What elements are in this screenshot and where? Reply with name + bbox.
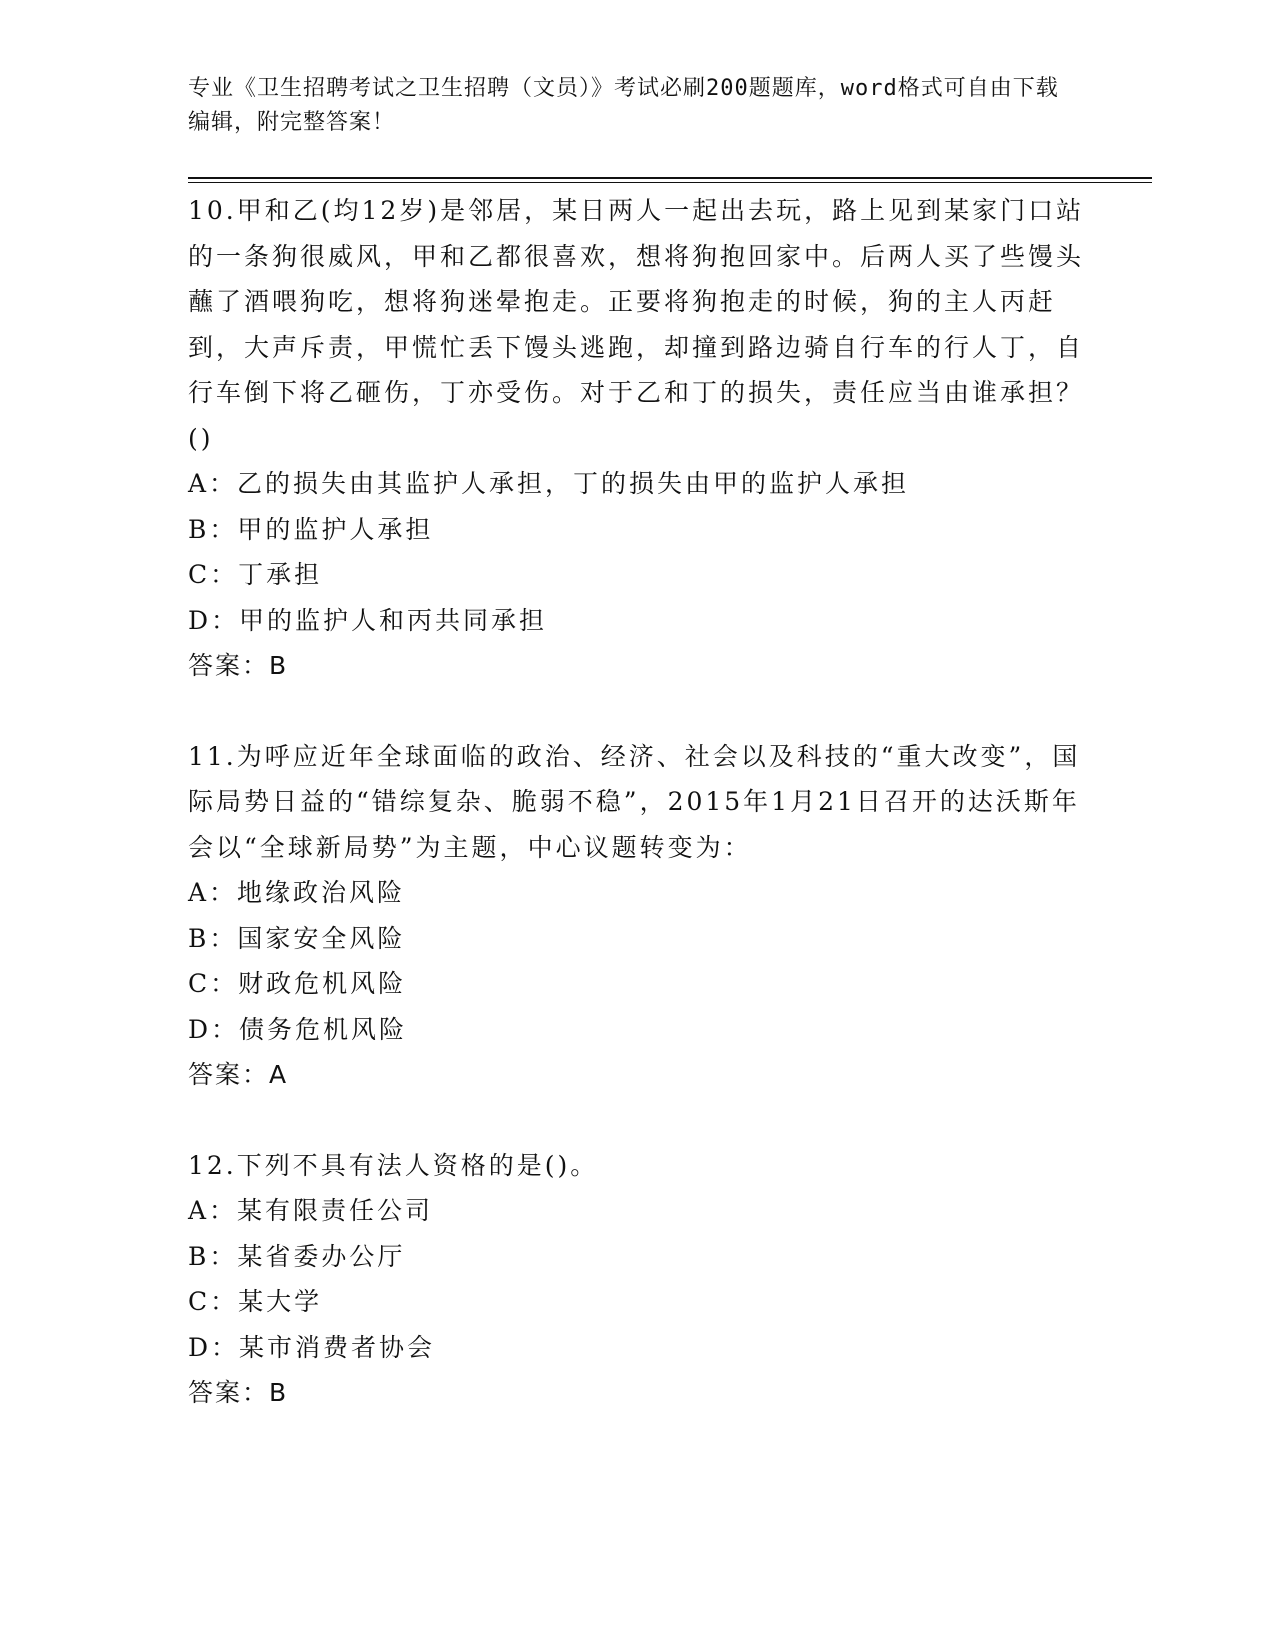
option-c: C：财政危机风险: [188, 969, 407, 998]
option-d: D：甲的监护人和丙共同承担: [188, 605, 548, 635]
answer: 答案：A: [188, 1060, 289, 1089]
question-list: [188, 188, 1088, 1416]
header-divider-thick: [188, 177, 1152, 179]
document-header: 专业《卫生招聘考试之卫生招聘（文员）》考试必刷200题题库，word格式可自由下载编辑，附完整答案！: [188, 76, 1059, 135]
option-b: B：国家安全风险: [188, 923, 406, 953]
question-10: [188, 188, 1088, 689]
question-stem: 12.下列不具有法人资格的是()。: [188, 1150, 599, 1180]
answer: 答案：B: [188, 651, 289, 680]
question-spacer: [188, 1098, 1088, 1143]
option-a: A：地缘政治风险: [188, 878, 406, 907]
question-11: [188, 734, 1088, 1098]
option-a: A：某有限责任公司: [188, 1196, 434, 1225]
question-stem: 10.甲和乙(均12岁)是邻居，某日两人一起出去玩，路上见到某家门口站的一条狗很威风，甲和乙都很喜欢，想将狗抱回家中。后两人买了些馒头蘸了酒喂狗吃，想将狗迷晕抱走。正要将狗抱走的时候，狗的主人丙赶到，大声斥责，甲慌忙丢下馒头逃跑，却撞到路边骑自行车的行人丁，自行车倒下将乙砸伤，丁亦受伤。对于乙和丁的损失，责任应当由谁承担？(): [188, 196, 1085, 453]
option-c: C：某大学: [188, 1287, 323, 1316]
header-divider-thin: [188, 182, 1152, 183]
answer: 答案：B: [188, 1378, 289, 1407]
option-a: A：乙的损失由其监护人承担，丁的损失由甲的监护人承担: [188, 469, 910, 498]
option-b: B：甲的监护人承担: [188, 514, 434, 544]
option-d: D：债务危机风险: [188, 1014, 408, 1044]
question-12: [188, 1143, 1088, 1416]
question-spacer: [188, 689, 1088, 734]
question-stem: 11.为呼应近年全球面临的政治、经济、社会以及科技的“重大改变”，国际局势日益的“错综复杂、脆弱不稳”，2015年1月21日召开的达沃斯年会以“全球新局势”为主题，中心议题转变为：: [188, 741, 1081, 862]
option-c: C：丁承担: [188, 560, 323, 589]
option-d: D：某市消费者协会: [188, 1332, 436, 1362]
option-b: B：某省委办公厅: [188, 1241, 406, 1271]
